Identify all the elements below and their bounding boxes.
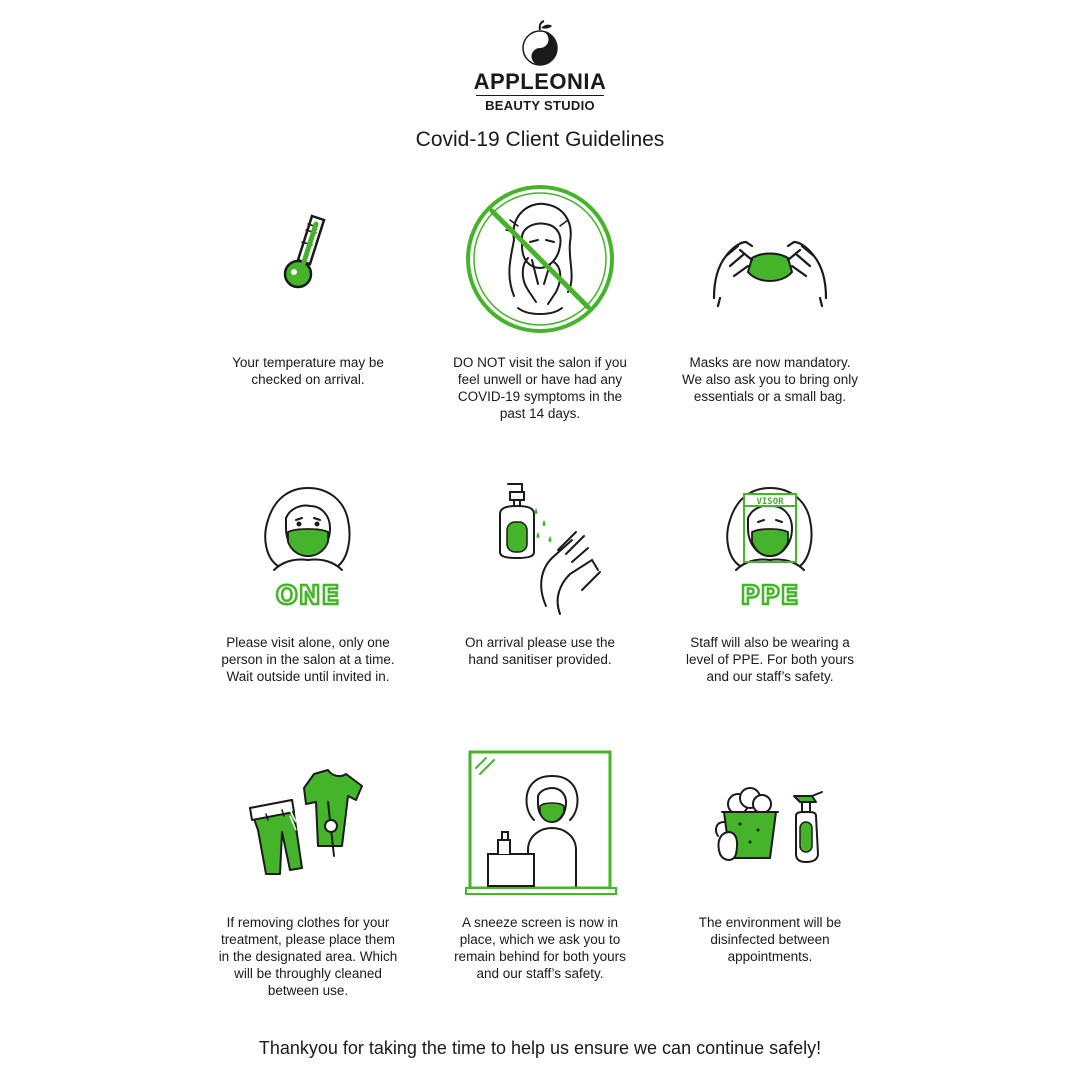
single-person-mask-icon: [178, 470, 438, 630]
guideline-text: On arrival please use the hand sanitiser provided.: [464, 635, 616, 667]
guideline-text: Staff will also be wearing a level of PPE. For both yours and our staff’s safety.: [685, 635, 855, 684]
brand-name: APPLEONIA: [473, 69, 607, 94]
guideline-text: If removing clothes for your treatment, please place them in the designated area. Which will be throughly cleaned between use.: [218, 915, 398, 998]
brand-divider: [476, 95, 604, 96]
sneeze-screen-icon: [410, 750, 670, 910]
guideline-text: Please visit alone, only one person in the salon at a time. Wait outside until invited in.: [221, 635, 395, 684]
cleaning-supplies-icon: [640, 750, 900, 910]
thermometer-icon: [178, 180, 438, 340]
no-sick-visit-icon: [410, 180, 670, 340]
ppe-label: PPE: [740, 581, 800, 611]
face-mask-hands-icon: [640, 180, 900, 340]
apple-yin-yang-icon: [520, 20, 560, 68]
guideline-text: The environment will be disinfected between appointments.: [698, 915, 842, 964]
one-label: ONE: [275, 581, 341, 611]
footer-message: Thankyou for taking the time to help us ensure we can continue safely!: [258, 1038, 822, 1058]
brand-logo: [0, 20, 1080, 113]
guideline-text: Masks are now mandatory. We also ask you to bring only essentials or a small bag.: [681, 355, 859, 404]
hand-sanitiser-icon: [410, 470, 670, 630]
ppe-visor-icon: [640, 470, 900, 630]
brand-subtitle: BEAUTY STUDIO: [485, 98, 595, 113]
guideline-text: Your temperature may be checked on arrival.: [232, 355, 384, 387]
clothes-storage-icon: [178, 750, 438, 910]
page-title: Covid-19 Client Guidelines: [415, 128, 665, 151]
guideline-text: A sneeze screen is now in place, which we ask you to remain behind for both yours and our staff’s safety.: [454, 915, 626, 981]
visor-label: VISOR: [756, 497, 784, 507]
guideline-text: DO NOT visit the salon if you feel unwell or have had any COVID-19 symptoms in the past 14 days.: [453, 355, 627, 421]
